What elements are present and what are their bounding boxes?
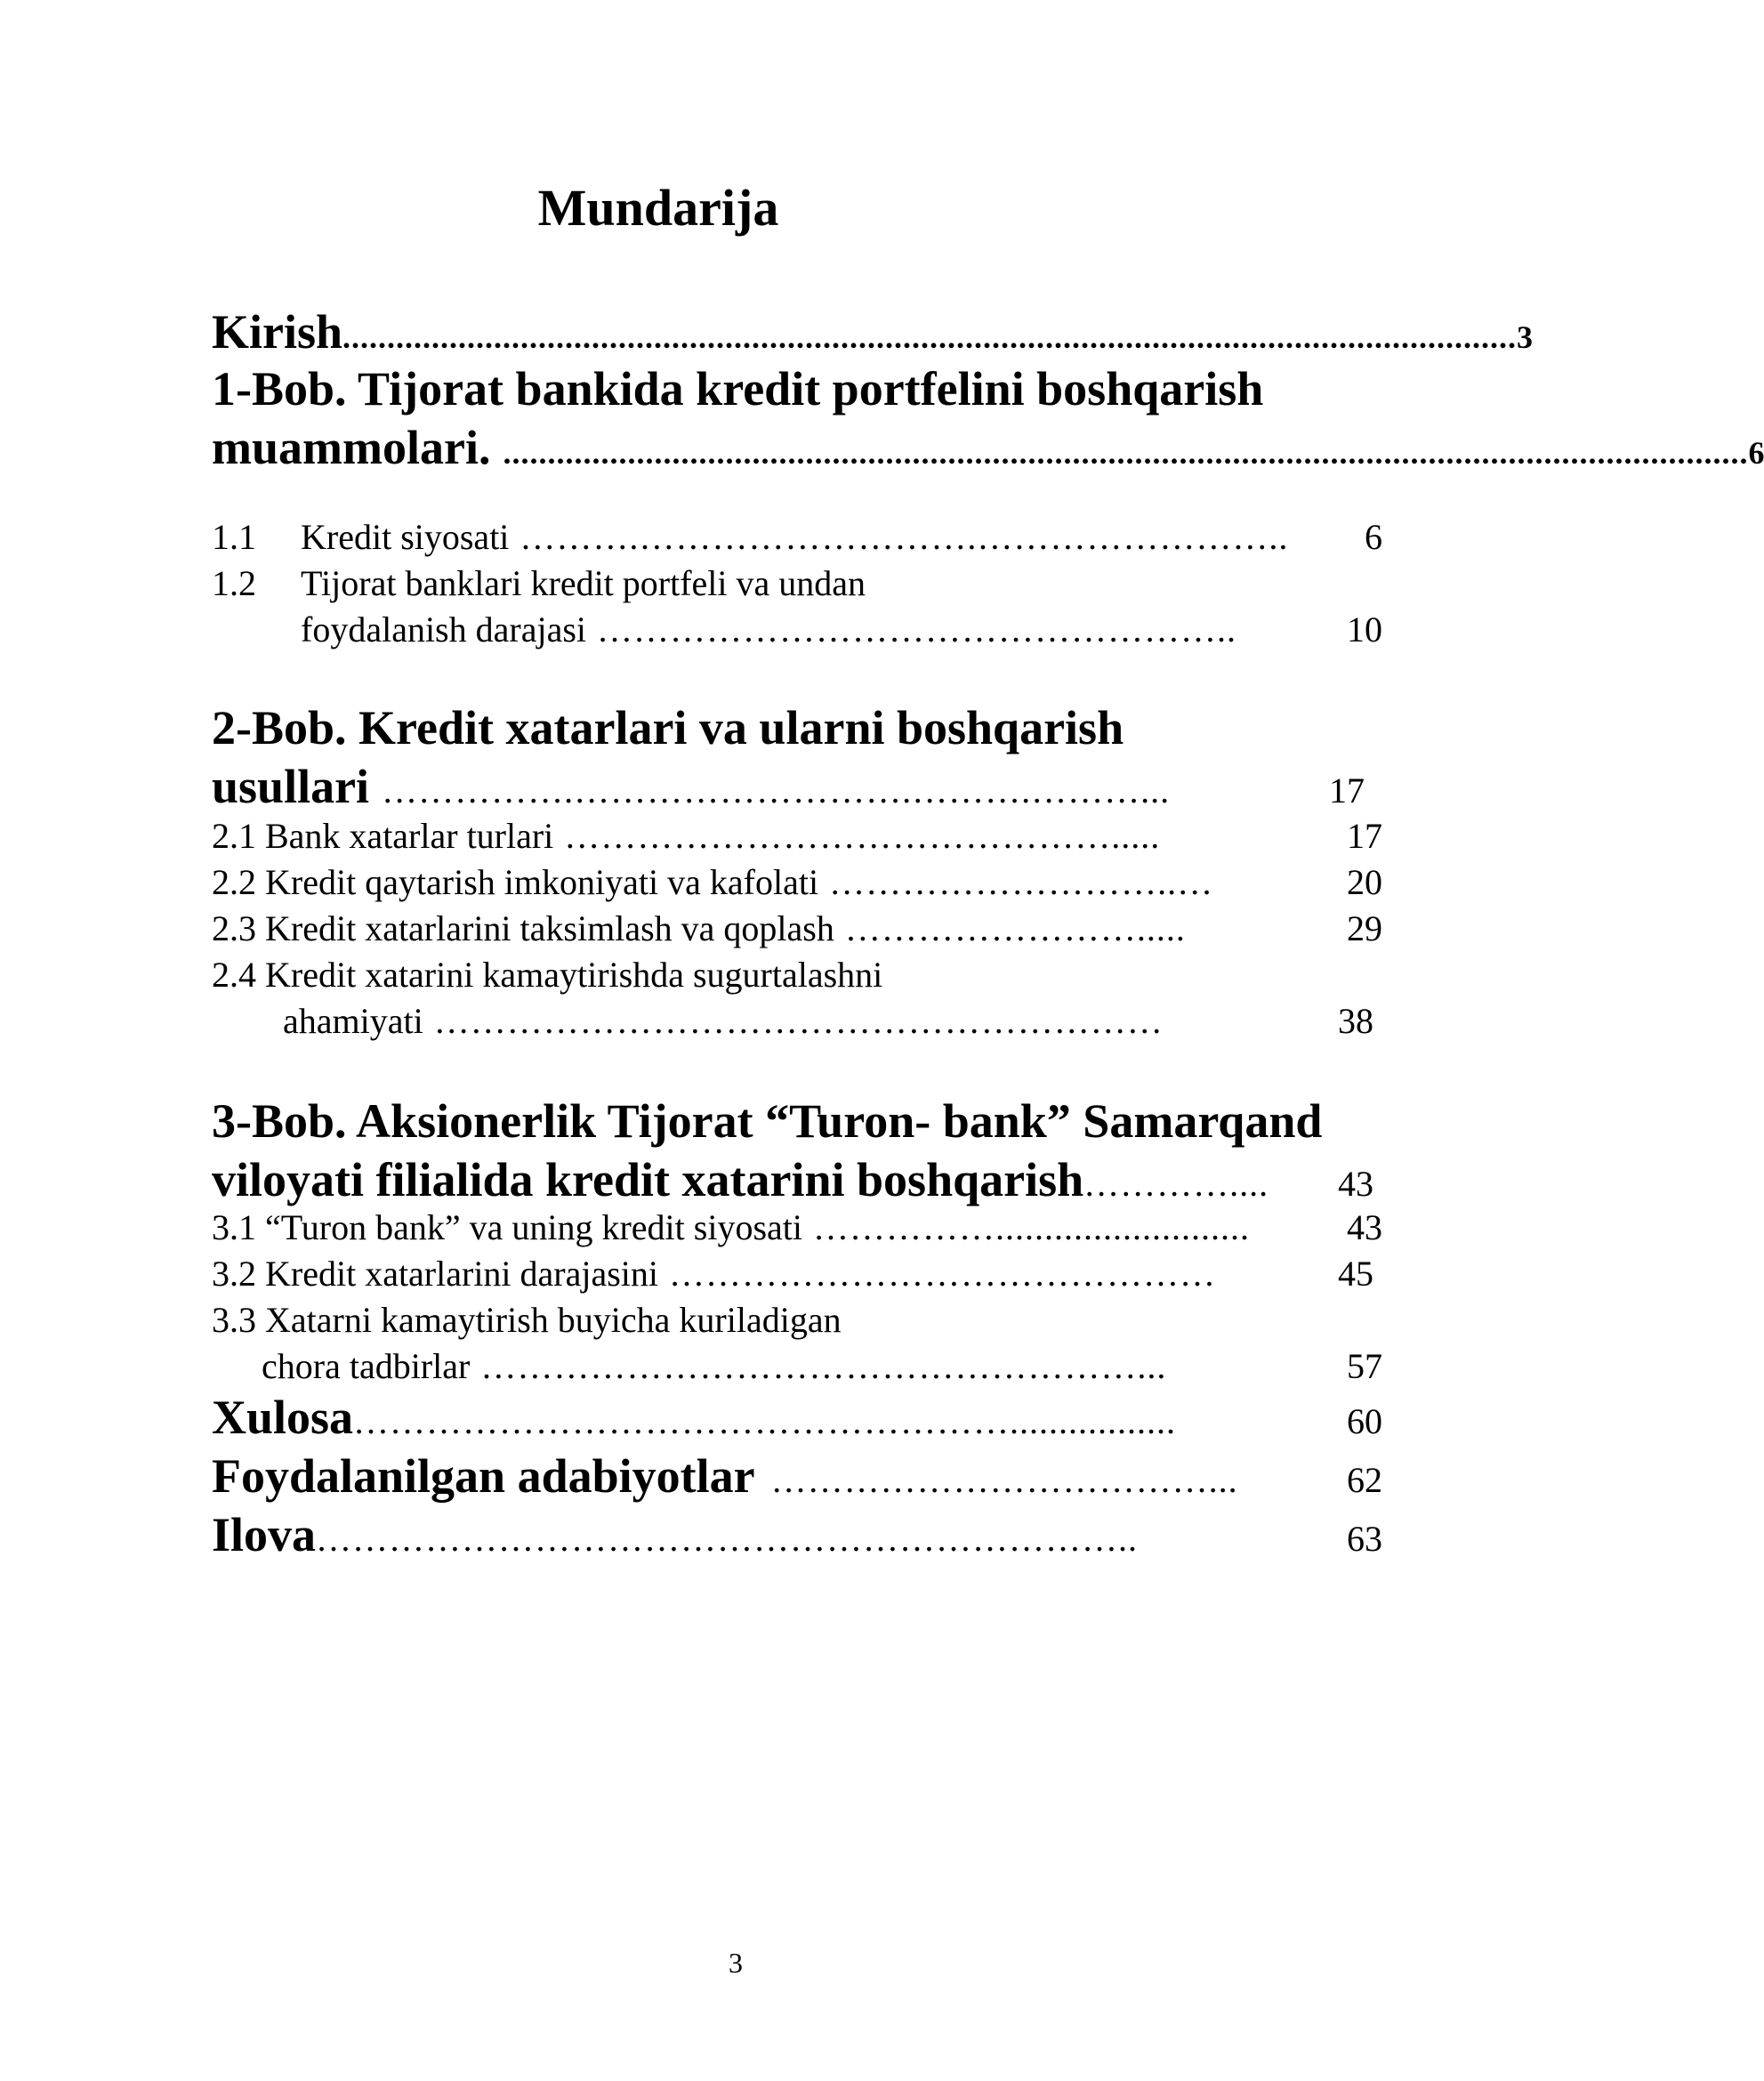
toc-page-number: 6 [1748, 435, 1764, 471]
toc-entry-xulosa[interactable] [212, 1388, 1382, 1451]
toc-section-3-1[interactable] [212, 1205, 1382, 1251]
toc-entry-label: Kredit siyosati [301, 517, 510, 557]
toc-page-number: 38 [1338, 1001, 1373, 1041]
toc-entry-label: 3.2 Kredit xatarlarini darajasini [212, 1254, 659, 1294]
toc-leader: ………………………………………..... [564, 816, 1161, 856]
toc-page-number: 3 [1517, 319, 1534, 355]
toc-page-number: 57 [1347, 1346, 1382, 1386]
toc-page-number: 20 [1347, 862, 1382, 902]
toc-leader: ……………………..... [844, 908, 1186, 948]
toc-leader: …………….……………………….……….………... [382, 770, 1171, 811]
toc-entry-label: 2.2 Kredit qaytarish imkoniyati va kafolati [212, 862, 819, 902]
toc-entry-label: Foydalanilgan adabiyotlar [212, 1449, 755, 1503]
toc-entry-label: muammolari. [212, 421, 491, 474]
toc-leader: ………………………………... [770, 1460, 1238, 1500]
toc-page-number: 60 [1347, 1401, 1382, 1441]
toc-leader: …………………………………………….. [597, 609, 1236, 649]
toc-entry-label: ahamiyati [283, 1001, 423, 1041]
toc-entry-kirish[interactable] [212, 302, 1534, 367]
toc-section-2-3[interactable] [212, 906, 1382, 952]
toc-entry-adabiyotlar[interactable] [212, 1447, 1382, 1510]
toc-page-number: 17 [1329, 770, 1365, 811]
toc-section-1-2[interactable] [301, 607, 1382, 653]
toc-section-2-4-line-1[interactable]: 2.4 Kredit xatarini kamaytirishda sugurtalashni [212, 955, 883, 995]
toc-section-1-1[interactable] [212, 514, 1382, 561]
toc-entry-label: foydalanish darajasi [301, 609, 586, 649]
toc-chapter-2-line-1[interactable]: 2-Bob. Kredit xatarlari va ularni boshqarish [212, 701, 1124, 754]
toc-leader: ………………………………………………... [480, 1346, 1167, 1386]
toc-section-2-1[interactable] [212, 813, 1382, 859]
toc-entry-label: usullari [212, 760, 370, 813]
toc-entry-label: Tijorat banklari kredit portfeli va undan [301, 563, 866, 603]
toc-entry-label: viloyati filialida kredit xatarini boshqarish [212, 1153, 1084, 1206]
toc-leader: ………………………………………………................. [353, 1401, 1177, 1441]
toc-page-number: 43 [1338, 1164, 1373, 1204]
toc-chapter-1-line-1[interactable]: 1-Bob. Tijorat bankida kredit portfelini boshqarish [212, 362, 1264, 415]
toc-entry-label: 2.3 Kredit xatarlarini taksimlash va qoplash [212, 908, 834, 948]
toc-page-number: 63 [1347, 1519, 1382, 1559]
toc-section-number: 1.1 [212, 517, 256, 557]
toc-page-number: 17 [1347, 816, 1382, 856]
toc-leader: …………….......................... [813, 1207, 1251, 1247]
toc-section-2-2[interactable] [212, 859, 1382, 906]
toc-entry-label: Ilova [212, 1508, 317, 1561]
toc-chapter-1[interactable] [212, 418, 1764, 482]
toc-entry-label: Xulosa [212, 1391, 354, 1444]
toc-page-number: 29 [1347, 908, 1382, 948]
toc-entry-ilova[interactable] [212, 1505, 1382, 1569]
toc-entry-label: chora tadbirlar [262, 1346, 471, 1386]
toc-section-number: 1.2 [212, 563, 256, 603]
toc-leader: ……….……………………….…………………….. [520, 517, 1289, 557]
toc-section-3-2[interactable] [212, 1251, 1373, 1297]
toc-leader: ………………………………………………………….. [316, 1519, 1139, 1559]
toc-section-2-4[interactable] [283, 998, 1373, 1045]
toc-entry-label: Kirish [212, 305, 343, 359]
toc-leader: ………….... [1083, 1164, 1269, 1204]
toc-entry-label: 2.1 Bank xatarlar turlari [212, 816, 554, 856]
page-title: Mundarija [537, 179, 779, 237]
toc-leader: …………………………………………………… [433, 1001, 1164, 1041]
toc-leader: ............................................................................................................................................ [503, 435, 1749, 471]
toc-leader: ……………………………………… [669, 1254, 1217, 1294]
toc-chapter-3-line-1[interactable]: 3-Bob. Aksionerlik Tijorat “Turon- bank” Samarqand [212, 1094, 1323, 1148]
page-number-footer: 3 [729, 1947, 743, 1979]
toc-page-number: 43 [1347, 1207, 1382, 1247]
toc-entry-label: 3.1 “Turon bank” va uning kredit siyosati [212, 1207, 803, 1247]
toc-page-number: 62 [1347, 1460, 1382, 1500]
toc-leader: ………………………..… [829, 862, 1214, 902]
toc-section-3-3[interactable] [262, 1343, 1382, 1390]
toc-page-number: 10 [1347, 609, 1382, 649]
toc-leader: .................................................................................................................................... [342, 319, 1518, 355]
toc-chapter-2[interactable] [212, 757, 1365, 820]
toc-section-3-3-line-1[interactable]: 3.3 Xatarni kamaytirish buyicha kuriladigan [212, 1300, 842, 1340]
toc-section-1-2-line-1[interactable] [212, 561, 866, 607]
toc-page-number: 6 [1365, 517, 1382, 557]
toc-page-number: 45 [1338, 1254, 1373, 1294]
